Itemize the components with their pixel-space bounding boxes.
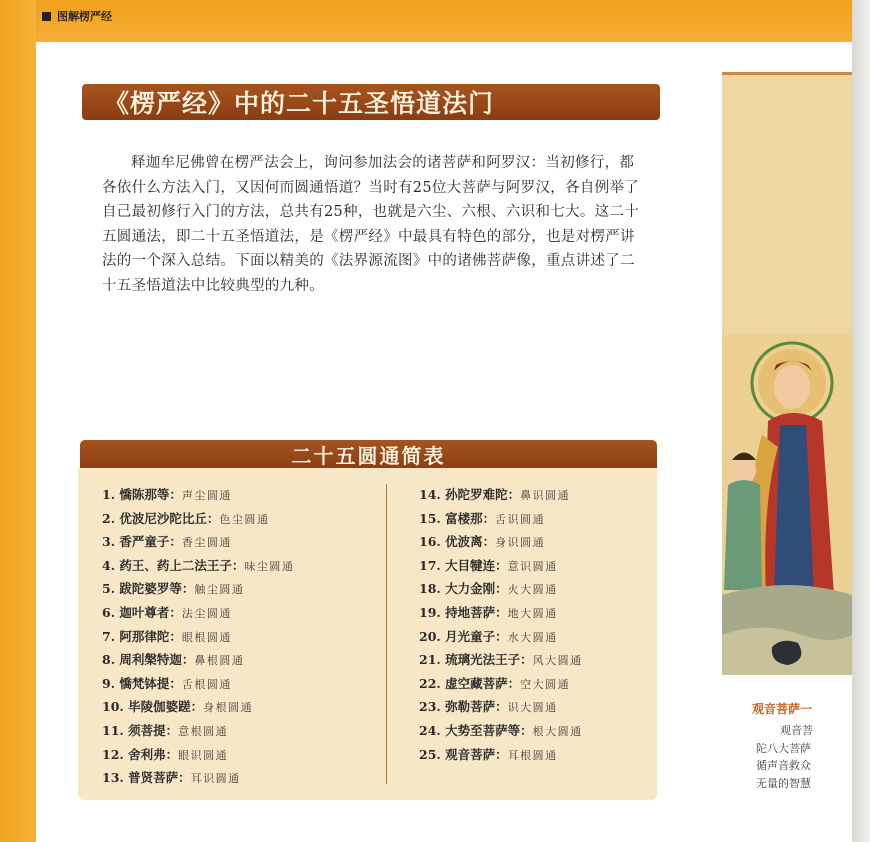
table-row [419,695,583,719]
table-row [102,507,294,531]
table-row [102,743,294,767]
left-orange-band [0,0,36,842]
entry-method: 火大圆通 [507,583,558,597]
entry-method: 意根圆通 [178,724,229,738]
entry-name: 17. 大目犍连： [419,557,508,573]
entry-name: 22. 虚空藏菩萨： [419,675,521,691]
entry-method: 身识圆通 [495,536,546,550]
entry-name: 3. 香严童子： [102,534,182,550]
entry-method: 耳识圆通 [190,772,241,786]
table-right-column [419,483,583,766]
entry-method: 法尘圆通 [181,606,232,620]
running-head [42,8,112,24]
table-row [419,530,583,554]
entry-name: 10. 毕陵伽婆蹉： [102,699,204,715]
entry-method: 空大圆通 [520,677,571,691]
entry-name: 8. 周利槃特迦： [102,652,195,668]
table-row [419,554,583,578]
entry-name: 21. 琉璃光法王子： [419,652,533,668]
caption-line: 陀八大菩萨 [756,741,811,755]
entry-method: 声尘圆通 [181,489,232,502]
entry-method: 根大圆通 [532,724,583,738]
table-row [419,577,583,601]
bodhisattva-painting [722,72,852,675]
entry-name: 11. 须菩提： [102,722,179,738]
entry-name: 24. 大势至菩萨等： [419,722,533,738]
entry-name: 19. 持地菩萨： [419,604,508,620]
entry-name: 16. 优波离： [419,534,496,550]
table-row [419,483,583,507]
entry-method: 水大圆通 [507,630,558,644]
table-row [102,577,294,601]
entry-method: 识大圆通 [507,701,558,715]
caption-line: 无量的智慧 [756,776,811,790]
table-row [419,625,583,649]
entry-method: 鼻根圆通 [194,654,245,668]
table-row [102,625,294,649]
entry-method: 香尘圆通 [181,536,232,550]
entry-name: 5. 跋陀婆罗等： [102,581,195,597]
table-row [419,507,583,531]
caption-title: 观音菩萨一 [752,702,813,716]
entry-method: 风大圆通 [532,654,583,668]
table-left-column [102,483,294,790]
table-row [102,601,294,625]
entry-name: 7. 阿那律陀： [102,628,182,644]
table-row [419,601,583,625]
entry-name: 2. 优波尼沙陀比丘： [102,510,220,526]
table-row [102,672,294,696]
entry-method: 眼根圆通 [181,630,232,644]
caption-text [756,722,852,792]
entry-name: 6. 迦叶尊者： [102,604,182,620]
page-title: 《楞严经》中的二十五圣悟道法门 [82,84,660,120]
entry-name: 9. 憍梵钵提： [102,675,182,691]
entry-method: 鼻识圆通 [520,489,571,502]
entry-method: 舌根圆通 [181,677,232,691]
running-head-text: 图解楞严经 [57,10,112,23]
top-orange-band [0,0,852,42]
table-title: 二十五圆通简表 [80,440,657,468]
entry-name: 14. 孙陀罗难陀： [419,487,521,502]
table-row [102,695,294,719]
painting-illustration [722,75,852,675]
table-divider [386,484,387,784]
entry-name: 12. 舍利弗： [102,746,179,762]
entry-method: 意识圆通 [507,559,558,573]
entry-method: 地大圆通 [507,606,558,620]
table-row [419,743,583,767]
entry-method: 触尘圆通 [194,583,245,597]
table-row [419,648,583,672]
table-row [102,530,294,554]
entry-name: 1. 憍陈那等： [102,487,182,502]
caption-line: 循声音救众 [756,759,811,772]
entry-method: 耳根圆通 [507,748,558,762]
page-gutter [852,0,870,842]
entry-name: 4. 药王、药上二法王子： [102,557,245,573]
intro-paragraph: 释迦牟尼佛曾在楞严法会上，询问参加法会的诸菩萨和阿罗汉：当初修行，都各依什么方法入门，又因何而圆通悟道？当时有25位大菩萨与阿罗汉，各自例举了自己最初修行入门的方法，总共有25种，也就是六尘、六根、六识和七大。这二十五圆通法，即二十五圣悟道法，是《楞严经》中最具有特色的部分，也是对楞严讲法的一个深入总结。下面以精美的《法界源流图》中的诸佛菩萨像，重点讲述了二十五圣悟道法中比较典型的九种。 [102,155,640,294]
table-row [419,672,583,696]
entry-name: 15. 富楼那： [419,510,496,526]
entry-method: 色尘圆通 [219,512,270,526]
caption-line: 观音菩 [780,724,813,737]
table-row [102,483,294,507]
table-row [102,766,294,790]
table-row [102,554,294,578]
square-bullet-icon [42,12,51,21]
entry-name: 25. 观音菩萨： [419,746,508,762]
entry-method: 眼识圆通 [178,748,229,762]
entry-method: 味尘圆通 [244,559,295,573]
entry-method: 舌识圆通 [495,512,546,526]
entry-name: 13. 普贤菩萨： [102,770,191,786]
entry-name: 20. 月光童子： [419,628,508,644]
table-row [102,648,294,672]
table-row [419,719,583,743]
table-row [102,719,294,743]
entry-name: 18. 大力金刚： [419,581,508,597]
entry-name: 23. 弥勒菩萨： [419,699,508,715]
entry-method: 身根圆通 [203,701,254,715]
